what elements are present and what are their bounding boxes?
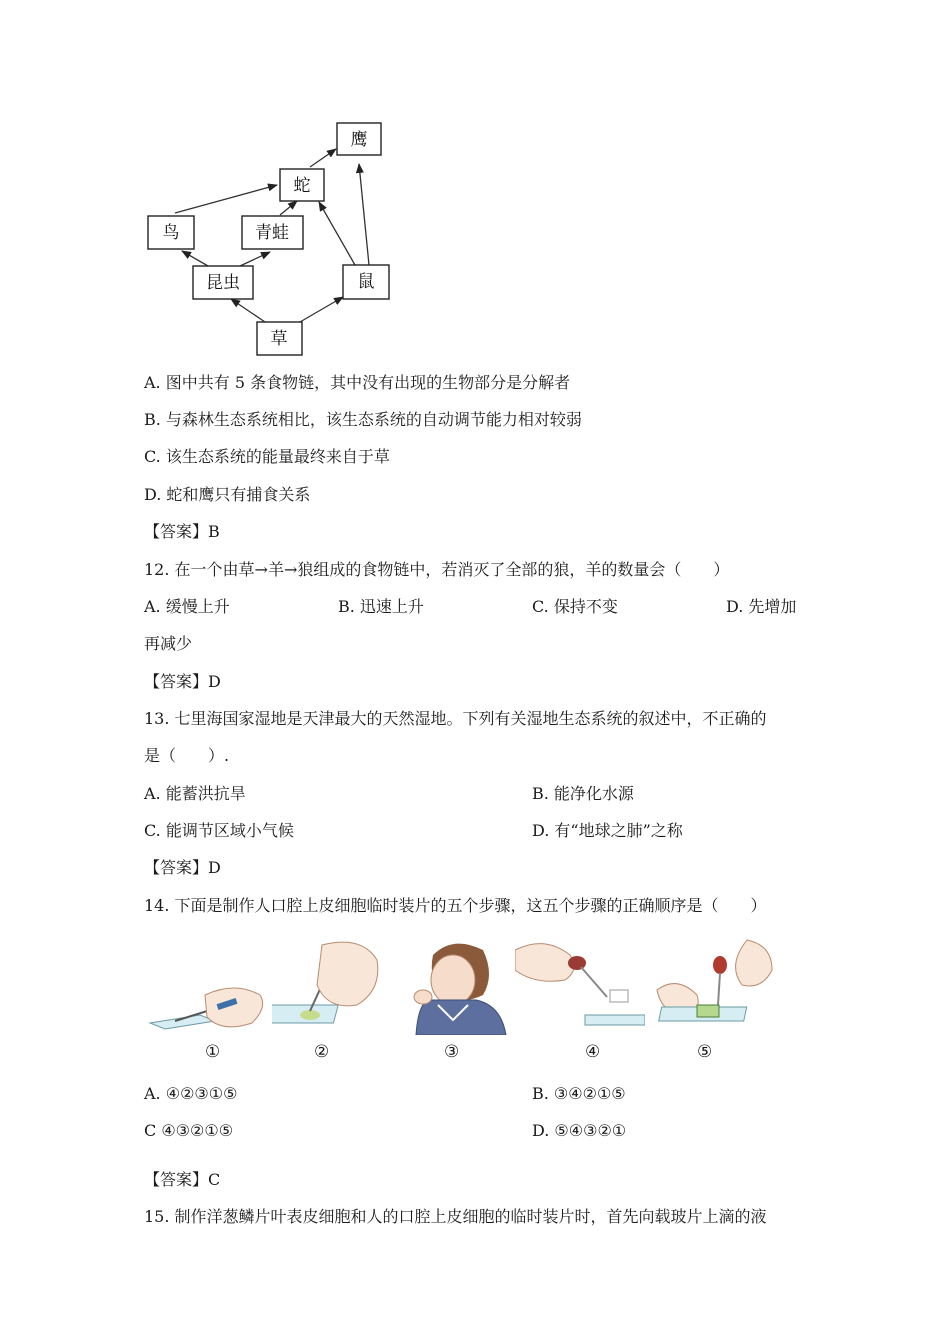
arrow-insect-bird [182, 251, 208, 266]
q13-answer: 【答案】D [144, 858, 221, 877]
q11-option-d: D. 蛇和鹰只有捕食关系 [144, 485, 311, 504]
food-web-diagram [140, 115, 410, 365]
q14-option-d: D. ⑤④③②① [532, 1121, 627, 1140]
q12-option-b: B. 迅速上升 [338, 597, 424, 616]
q11-option-b: B. 与森林生态系统相比，该生态系统的自动调节能力相对较弱 [144, 410, 582, 429]
step1-label: ① [205, 1042, 221, 1062]
q14-option-b: B. ③④②①⑤ [532, 1084, 626, 1103]
arrow-frog-snake [280, 201, 297, 215]
q12-option-d-continued: 再减少 [144, 634, 193, 653]
q13-option-d: D. 有“地球之肺”之称 [532, 821, 683, 840]
q12-answer: 【答案】D [144, 672, 221, 691]
node-frog: 青蛙 [255, 223, 289, 243]
q14-stem: 14. 下面是制作人口腔上皮细胞临时装片的五个步骤，这五个步骤的正确顺序是（ ） [144, 896, 767, 915]
arrow-mouse-snake [319, 202, 355, 265]
arrow-insect-frog [240, 252, 270, 266]
q15-stem: 15. 制作洋葱鳞片叶表皮细胞和人的口腔上皮细胞的临时装片时，首先向载玻片上滴的液 [144, 1207, 767, 1226]
step4-figure [515, 935, 645, 1030]
q12-stem: 12. 在一个由草→羊→狼组成的食物链中，若消灭了全部的狼，羊的数量会（ ） [144, 560, 730, 579]
arrow-grass-insect [231, 299, 265, 322]
q13-option-c: C. 能调节区域小气候 [144, 821, 294, 840]
step3-label: ③ [444, 1042, 460, 1062]
node-eagle: 鹰 [350, 130, 368, 150]
q14-option-c: C ④③②①⑤ [144, 1121, 234, 1140]
q13-stem-line2: 是（ ）. [144, 746, 230, 765]
q13-option-a: A. 能蓄洪抗旱 [144, 784, 246, 803]
step4-label: ④ [585, 1042, 601, 1062]
q13-stem-line1: 13. 七里海国家湿地是天津最大的天然湿地。下列有关湿地生态系统的叙述中，不正确的 [144, 709, 767, 728]
step3-figure [398, 935, 508, 1035]
step2-label: ② [314, 1042, 330, 1062]
node-snake: 蛇 [293, 176, 311, 196]
arrow-bird-snake [175, 185, 277, 213]
arrow-mouse-eagle [359, 164, 369, 265]
q11-option-c: C. 该生态系统的能量最终来自于草 [144, 447, 390, 466]
q12-option-c: C. 保持不变 [532, 597, 618, 616]
q13-option-b: B. 能净化水源 [532, 784, 634, 803]
step5-label: ⑤ [697, 1042, 713, 1062]
step5-figure [652, 935, 777, 1030]
node-bird: 鸟 [162, 223, 180, 243]
step2-figure [272, 935, 382, 1030]
q14-answer: 【答案】C [144, 1170, 221, 1189]
q12-option-a: A. 缓慢上升 [144, 597, 230, 616]
step1-figure [145, 935, 270, 1030]
node-grass: 草 [270, 329, 288, 349]
arrow-snake-eagle [310, 149, 336, 167]
q12-option-d: D. 先增加 [726, 597, 797, 616]
q14-option-a: A. ④②③①⑤ [144, 1084, 238, 1103]
arrow-grass-mouse [300, 297, 343, 322]
node-insect: 昆虫 [206, 273, 240, 293]
q11-option-a: A. 图中共有 5 条食物链，其中没有出现的生物部分是分解者 [144, 373, 571, 392]
node-mouse: 鼠 [357, 272, 375, 292]
q11-answer: 【答案】B [144, 522, 220, 541]
